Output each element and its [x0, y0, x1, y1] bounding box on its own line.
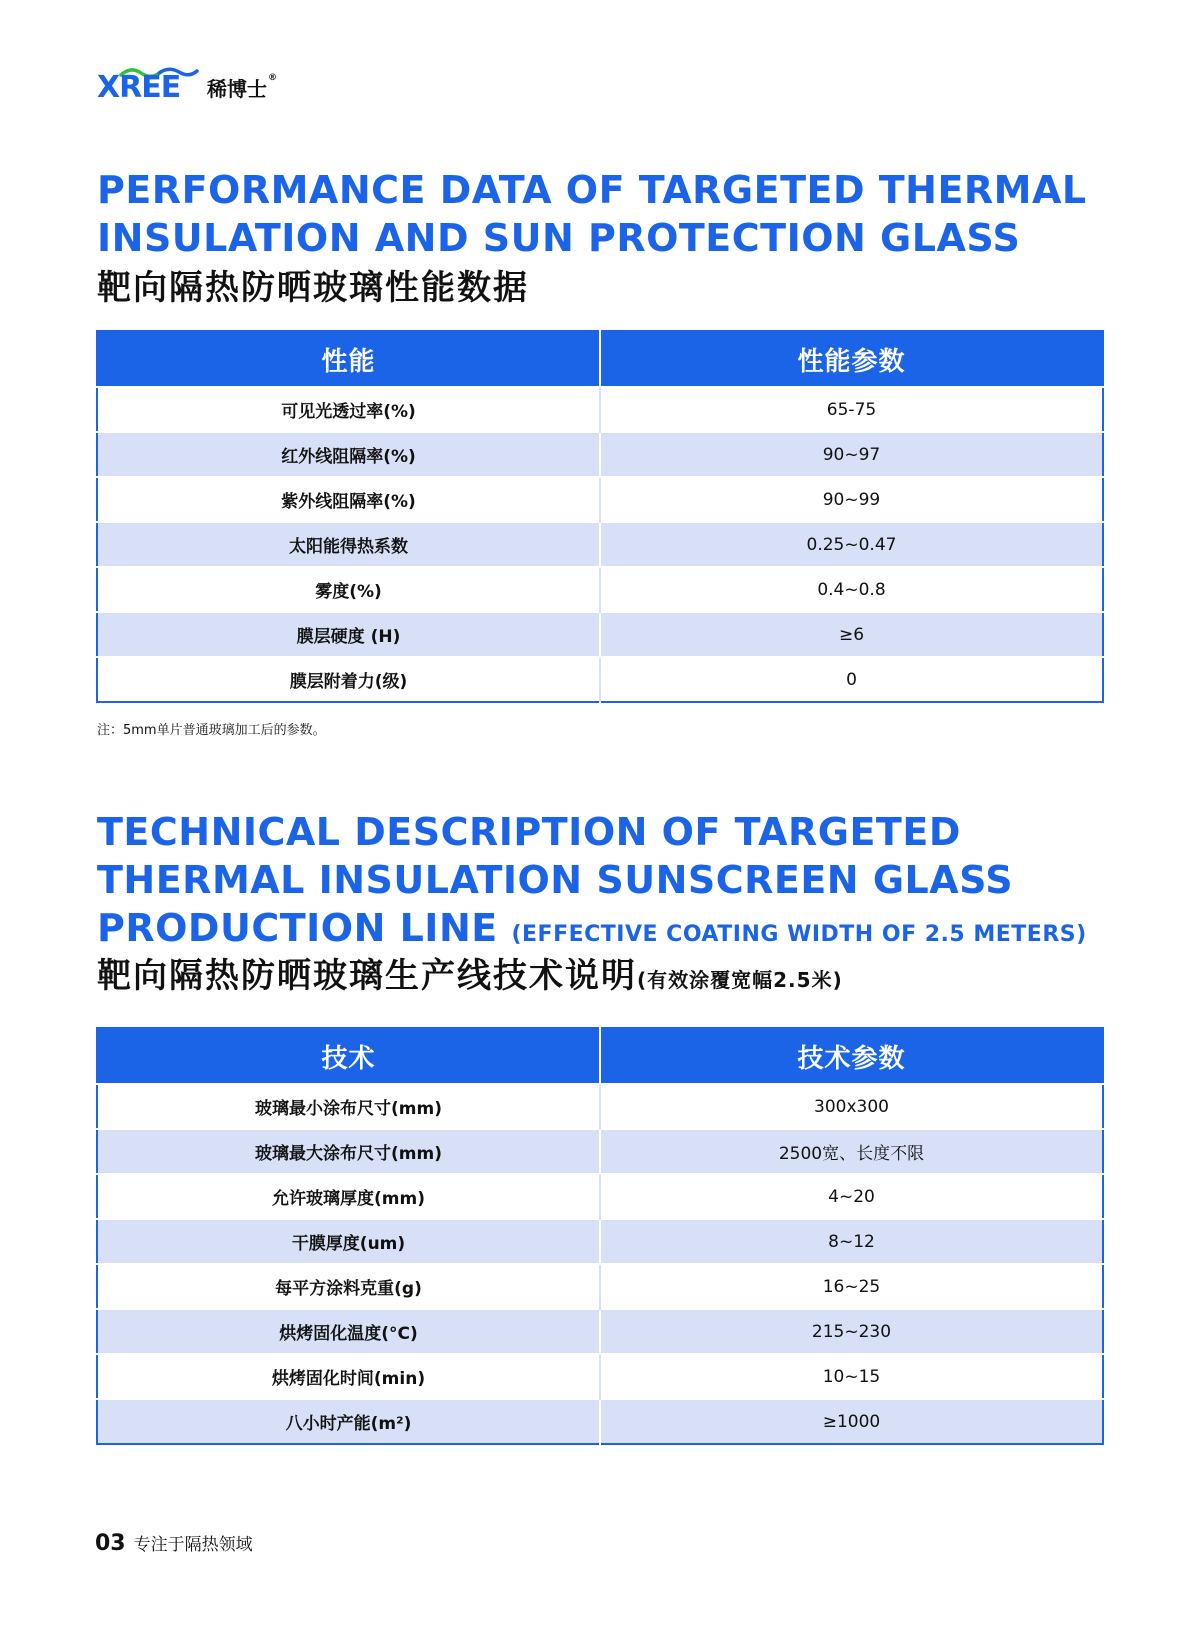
- property-cell: 八小时产能(m²): [97, 1399, 600, 1444]
- performance-table: [96, 330, 1104, 703]
- section2-title-en-line1: TECHNICAL DESCRIPTION OF TARGETED: [97, 810, 961, 854]
- value-cell: 0.4~0.8: [600, 567, 1103, 612]
- column-header: 技术: [97, 1028, 600, 1084]
- value-cell: 10~15: [600, 1354, 1103, 1399]
- value-cell: 16~25: [600, 1264, 1103, 1309]
- property-cell: 雾度(%): [97, 567, 600, 612]
- table-row: [97, 522, 1103, 567]
- section1-title-cn: 靶向隔热防晒玻璃性能数据: [97, 268, 529, 308]
- property-cell: 干膜厚度(um): [97, 1219, 600, 1264]
- table-row: [97, 612, 1103, 657]
- section1-title-en: [97, 166, 1117, 262]
- property-cell: 膜层附着力(级): [97, 657, 600, 702]
- column-header: 性能参数: [600, 331, 1103, 387]
- table-header-row: [97, 1028, 1103, 1084]
- value-cell: ≥1000: [600, 1399, 1103, 1444]
- value-cell: 90~97: [600, 432, 1103, 477]
- value-cell: 215~230: [600, 1309, 1103, 1354]
- property-cell: 玻璃最大涂布尺寸(mm): [97, 1129, 600, 1174]
- section2-title-cn: [97, 956, 843, 1000]
- registered-mark: ®: [268, 72, 277, 83]
- logo-chinese-text: 稀博士®: [207, 72, 277, 101]
- table-row: [97, 1399, 1103, 1444]
- property-cell: 膜层硬度 (H): [97, 612, 600, 657]
- table-row: [97, 1264, 1103, 1309]
- table-row: [97, 1084, 1103, 1129]
- value-cell: 90~99: [600, 477, 1103, 522]
- table-row: [97, 1174, 1103, 1219]
- column-header: 性能: [97, 331, 600, 387]
- section2-title-cn-main: 靶向隔热防晒玻璃生产线技术说明: [97, 956, 637, 996]
- technical-table: [96, 1027, 1104, 1445]
- section2-title-en: [97, 808, 1117, 959]
- value-cell: 65-75: [600, 387, 1103, 432]
- table-row: [97, 1309, 1103, 1354]
- table-row: [97, 1219, 1103, 1264]
- table-row: [97, 1354, 1103, 1399]
- table-row: [97, 1129, 1103, 1174]
- section1-title-en-line1: PERFORMANCE DATA OF TARGETED THERMAL: [97, 168, 1087, 212]
- value-cell: 0: [600, 657, 1103, 702]
- value-cell: 300x300: [600, 1084, 1103, 1129]
- value-cell: 2500宽、长度不限: [600, 1129, 1103, 1174]
- logo-mark: [97, 64, 205, 104]
- property-cell: 可见光透过率(%): [97, 387, 600, 432]
- footer-text: 专注于隔热领域: [133, 1535, 253, 1555]
- brand-logo: [97, 64, 277, 104]
- value-cell: 8~12: [600, 1219, 1103, 1264]
- logo-latin-text: XREE: [97, 70, 181, 105]
- section2-title-en-line3: PRODUCTION LINE: [97, 906, 498, 950]
- property-cell: 烘烤固化温度(°C): [97, 1309, 600, 1354]
- page-number: 03: [95, 1531, 126, 1556]
- section2-title-en-subtitle: (EFFECTIVE COATING WIDTH OF 2.5 METERS): [511, 922, 1087, 947]
- value-cell: 4~20: [600, 1174, 1103, 1219]
- value-cell: ≥6: [600, 612, 1103, 657]
- table-row: [97, 477, 1103, 522]
- section2-title-en-line2: THERMAL INSULATION SUNSCREEN GLASS: [97, 858, 1014, 902]
- property-cell: 红外线阻隔率(%): [97, 432, 600, 477]
- property-cell: 烘烤固化时间(min): [97, 1354, 600, 1399]
- property-cell: 紫外线阻隔率(%): [97, 477, 600, 522]
- page-footer: [95, 1530, 253, 1556]
- table-row: [97, 657, 1103, 702]
- table-footnote: 注：5mm单片普通玻璃加工后的参数。: [97, 723, 326, 738]
- property-cell: 玻璃最小涂布尺寸(mm): [97, 1084, 600, 1129]
- table-row: [97, 567, 1103, 612]
- property-cell: 每平方涂料克重(g): [97, 1264, 600, 1309]
- section2-title-cn-subtitle: (有效涂覆宽幅2.5米): [637, 968, 843, 992]
- column-header: 技术参数: [600, 1028, 1103, 1084]
- property-cell: 太阳能得热系数: [97, 522, 600, 567]
- table-header-row: [97, 331, 1103, 387]
- value-cell: 0.25~0.47: [600, 522, 1103, 567]
- table-row: [97, 387, 1103, 432]
- property-cell: 允许玻璃厚度(mm): [97, 1174, 600, 1219]
- section1-title-en-line2: INSULATION AND SUN PROTECTION GLASS: [97, 216, 1021, 260]
- table-row: [97, 432, 1103, 477]
